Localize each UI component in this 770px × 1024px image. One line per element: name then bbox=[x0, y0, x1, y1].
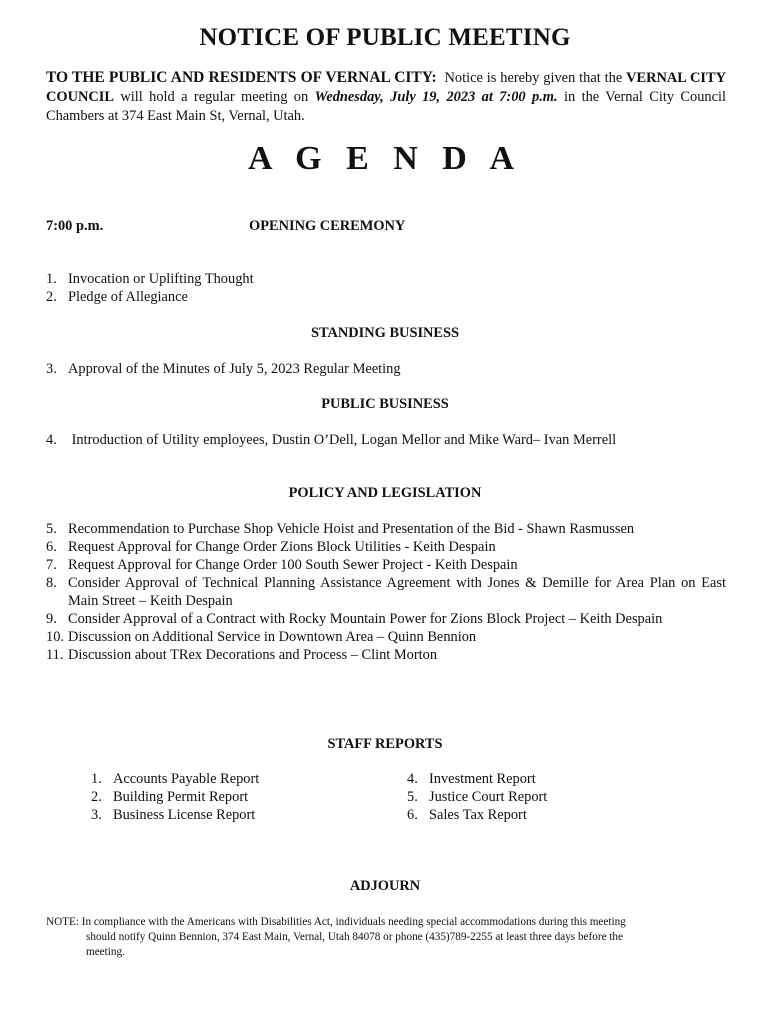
agenda-heading: A G E N D A bbox=[247, 140, 523, 177]
standing-business-list bbox=[46, 360, 726, 378]
public-business-list bbox=[46, 431, 726, 449]
intro-text-1: Notice is hereby given that the bbox=[444, 70, 623, 86]
note-line: meeting. bbox=[86, 946, 125, 958]
list-item: 5. Recommendation to Purchase Shop Vehicle Hoist and Presentation of the Bid - Shawn Rasmussen bbox=[46, 521, 635, 537]
list-item: 5. Justice Court Report bbox=[407, 789, 548, 805]
intro-lead: TO THE PUBLIC AND RESIDENTS OF VERNAL CITY: bbox=[46, 69, 437, 86]
list-item: 6. Request Approval for Change Order Zions Block Utilities - Keith Despain bbox=[46, 539, 496, 555]
list-item: 10. Discussion on Additional Service in Downtown Area – Quinn Bennion bbox=[46, 629, 477, 645]
list-item: 7. Request Approval for Change Order 100 South Sewer Project - Keith Despain bbox=[46, 557, 518, 573]
council-name: VERNAL CITY COUNCIL bbox=[46, 70, 726, 105]
list-item: 3. Business License Report bbox=[91, 807, 256, 823]
list-item: 8. Consider Approval of Technical Planning Assistance Agreement with Jones & Demille for Area Plan on East Main Street – Keith Despain bbox=[46, 575, 726, 609]
intro-paragraph bbox=[46, 68, 726, 126]
list-item: 9. Consider Approval of a Contract with Rocky Mountain Power for Zions Block Project – Keith Despain bbox=[46, 611, 663, 627]
public-business-heading: PUBLIC BUSINESS bbox=[321, 396, 449, 412]
ada-note bbox=[46, 915, 726, 960]
opening-ceremony-heading: OPENING CEREMONY bbox=[249, 218, 406, 234]
policy-legislation-list bbox=[46, 520, 726, 664]
staff-reports-right-list bbox=[407, 770, 547, 824]
intro-text-2: will hold a regular meeting on bbox=[120, 89, 309, 105]
list-item: 1. Invocation or Uplifting Thought bbox=[46, 271, 254, 287]
list-item: 4. Introduction of Utility employees, Dustin O’Dell, Logan Mellor and Mike Ward– Ivan Merrell bbox=[46, 432, 617, 448]
list-item: 2. Pledge of Allegiance bbox=[46, 289, 188, 305]
list-item: 3. Approval of the Minutes of July 5, 2023 Regular Meeting bbox=[46, 361, 401, 377]
list-item: 6. Sales Tax Report bbox=[407, 807, 527, 823]
policy-legislation-heading: POLICY AND LEGISLATION bbox=[288, 485, 482, 501]
opening-items-list bbox=[46, 270, 726, 306]
list-item: 2. Building Permit Report bbox=[91, 789, 249, 805]
meeting-datetime: Wednesday, July 19, 2023 at 7:00 p.m. bbox=[314, 89, 558, 105]
note-line: NOTE: In compliance with the Americans with Disabilities Act, individuals needing special accommodations during this meeting bbox=[46, 916, 626, 928]
opening-time: 7:00 p.m. bbox=[46, 218, 104, 234]
staff-reports-left-list bbox=[91, 770, 259, 824]
intro-text-3: in the Vernal City Council Chambers at 374 East Main St, Vernal, Utah. bbox=[46, 89, 726, 124]
note-line: should notify Quinn Bennion, 374 East Main, Vernal, Utah 84078 or phone (435)789-2255 at least three days before the bbox=[86, 931, 623, 943]
list-item: 1. Accounts Payable Report bbox=[91, 771, 260, 787]
adjourn-heading: ADJOURN bbox=[349, 878, 421, 894]
staff-reports-heading: STAFF REPORTS bbox=[327, 736, 443, 752]
document-title: NOTICE OF PUBLIC MEETING bbox=[199, 24, 571, 51]
list-item: 4. Investment Report bbox=[407, 771, 536, 787]
standing-business-heading: STANDING BUSINESS bbox=[310, 325, 460, 341]
list-item: 11. Discussion about TRex Decorations and Process – Clint Morton bbox=[46, 647, 438, 663]
